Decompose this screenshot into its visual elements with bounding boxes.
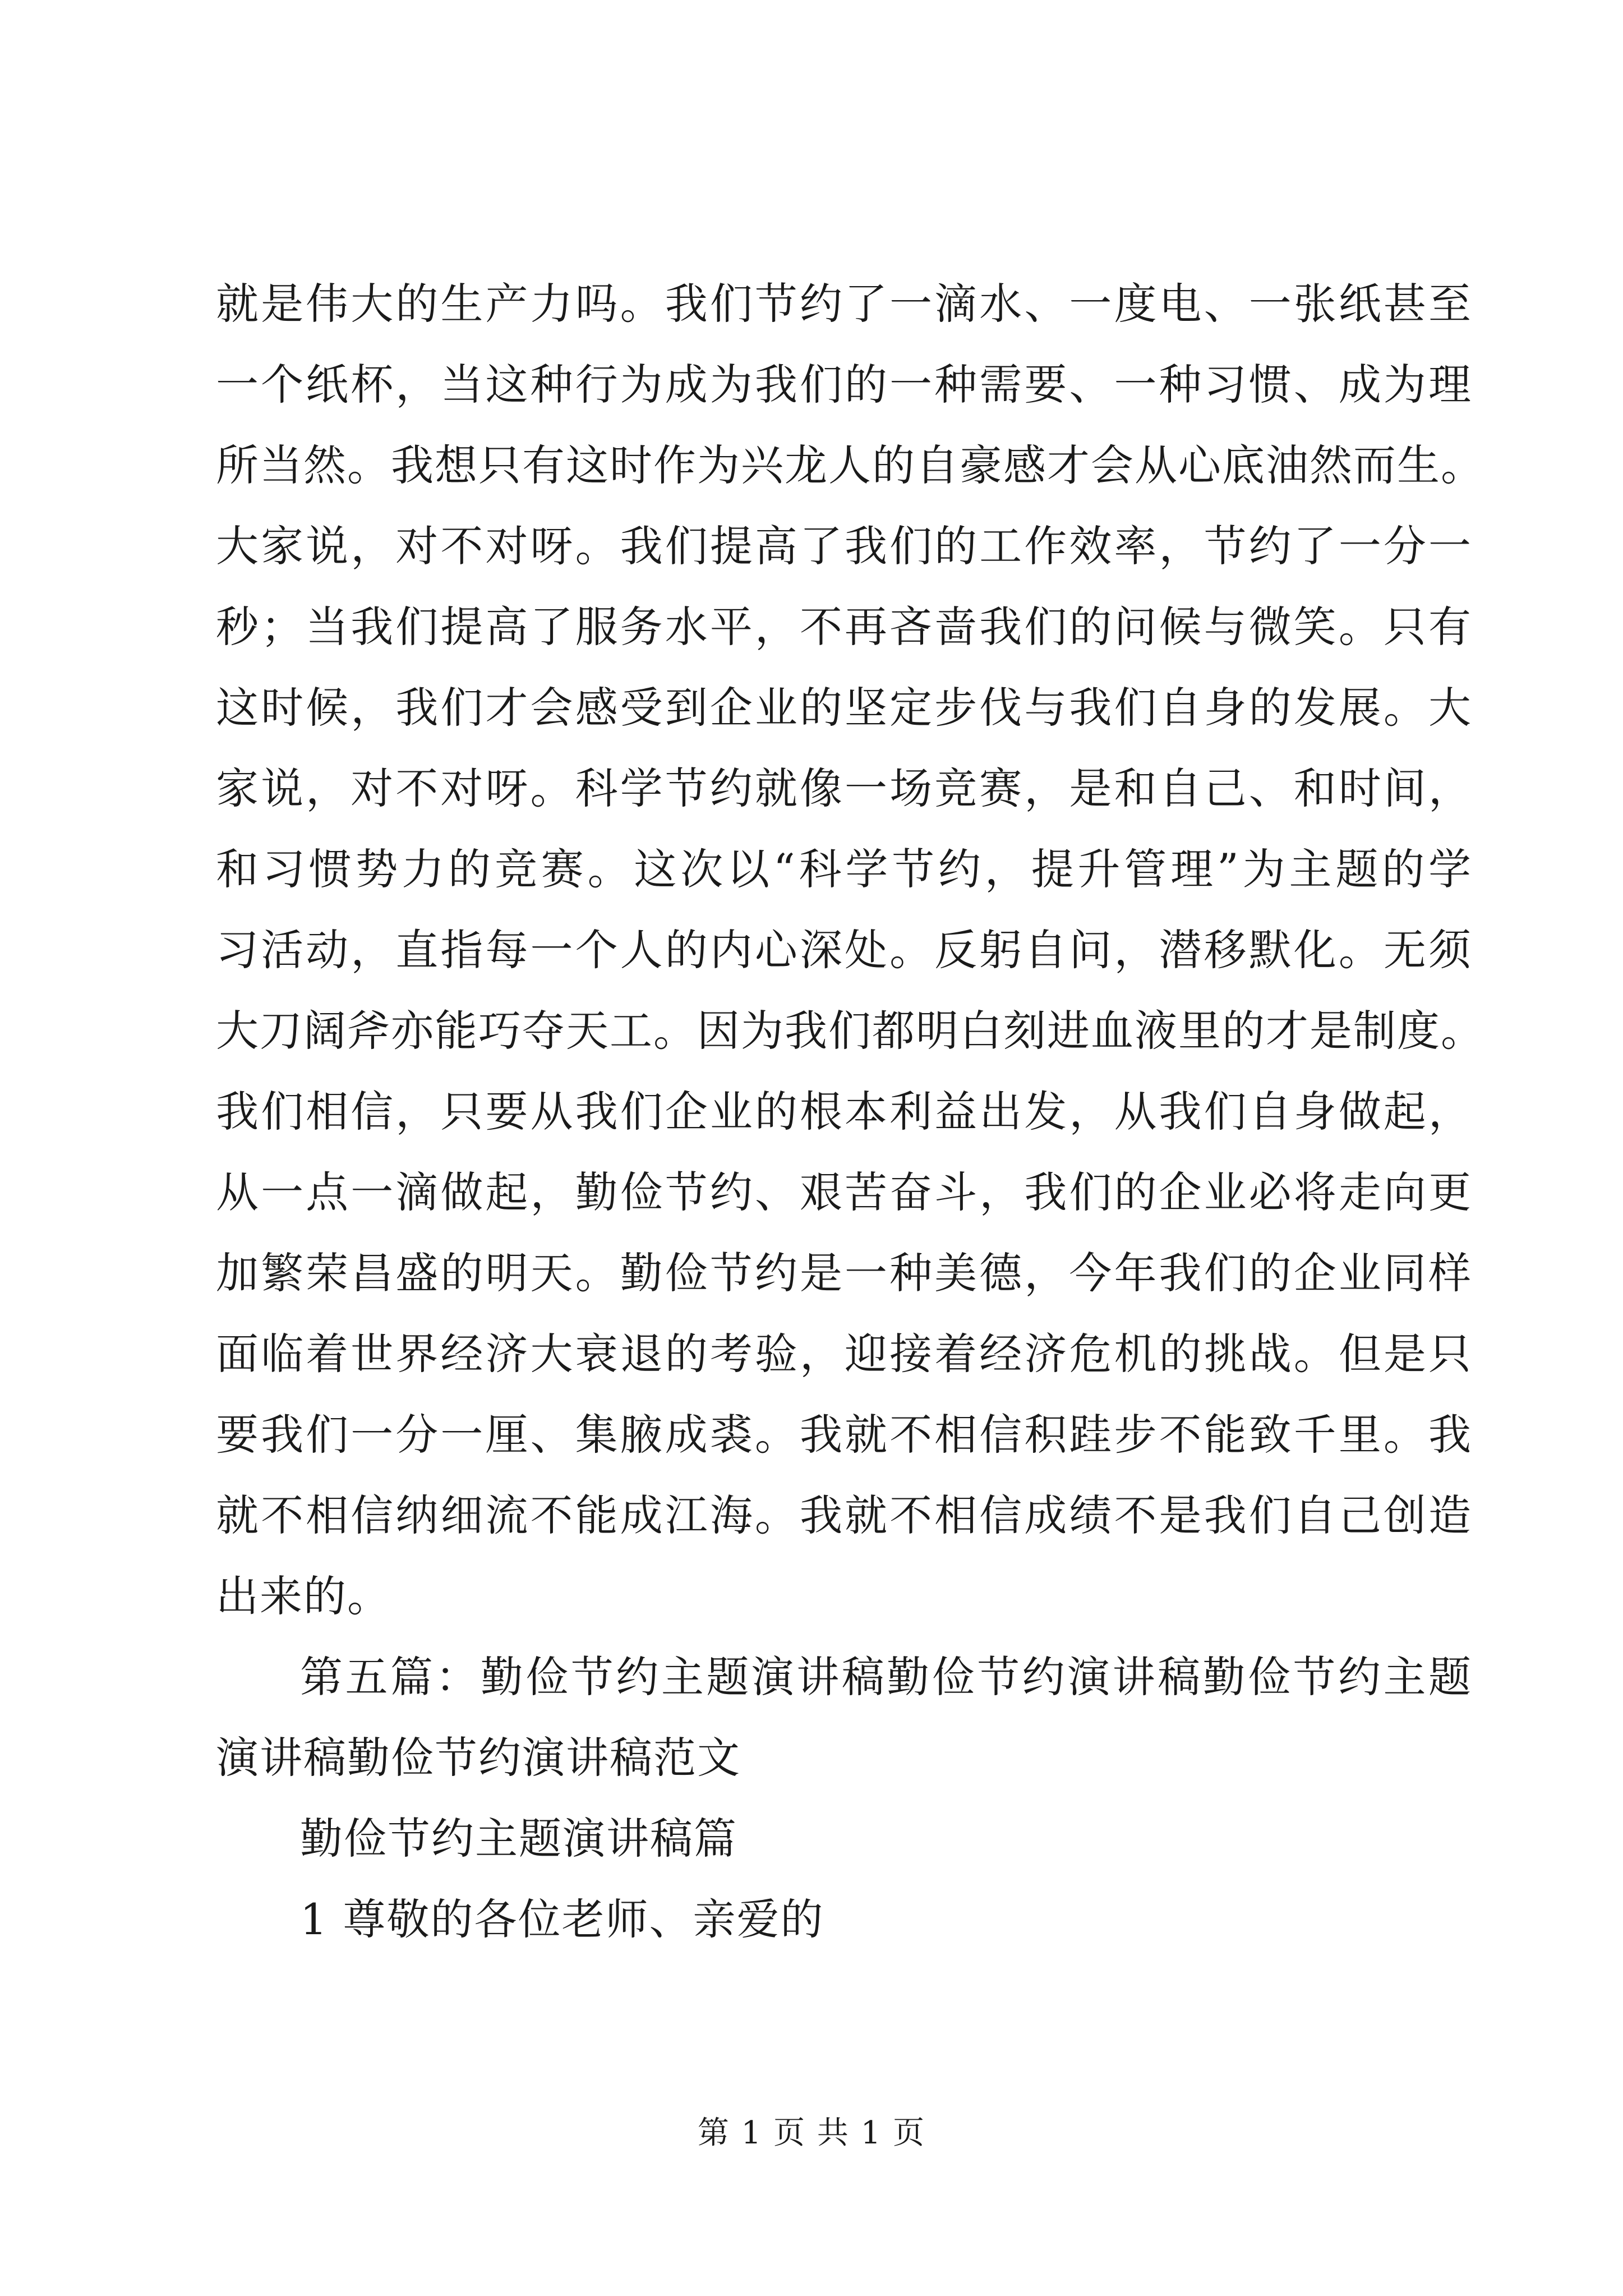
paragraph-line: 习活动，直指每一个人的内心深处。反躬自问，潜移默化。无须	[216, 925, 1472, 975]
paragraph-line: 要我们一分一厘、集腋成裘。我就不相信积跬步不能致千里。我	[216, 1410, 1472, 1460]
paragraph-line: 这时候，我们才会感受到企业的坚定步伐与我们自身的发展。大	[216, 683, 1472, 733]
paragraph-line: 所当然。我想只有这时作为兴龙人的自豪感才会从心底油然而生。	[216, 440, 1484, 490]
paragraph-line: 就是伟大的生产力吗。我们节约了一滴水、一度电、一张纸甚至	[216, 279, 1472, 329]
section-heading-line-1: 第五篇：勤俭节约主题演讲稿勤俭节约演讲稿勤俭节约主题	[300, 1652, 1472, 1702]
opening-line: 1 尊敬的各位老师、亲爱的	[300, 1894, 824, 1944]
paragraph-line: 面临着世界经济大衰退的考验，迎接着经济危机的挑战。但是只	[216, 1329, 1472, 1379]
paragraph-line: 一个纸杯，当这种行为成为我们的一种需要、一种习惯、成为理	[216, 360, 1472, 409]
subheading: 勤俭节约主题演讲稿篇	[300, 1814, 737, 1864]
paragraph-line: 大刀阔斧亦能巧夺天工。因为我们都明白刻进血液里的才是制度。	[216, 1006, 1484, 1056]
paragraph-line: 大家说，对不对呀。我们提高了我们的工作效率，节约了一分一	[216, 521, 1472, 571]
paragraph-line: 秒；当我们提高了服务水平，不再吝啬我们的问候与微笑。只有	[216, 602, 1472, 652]
paragraph-line: 就不相信纳细流不能成江海。我就不相信成绩不是我们自己创造	[216, 1490, 1472, 1540]
document-body	[216, 264, 1484, 1960]
page-footer: 第 1 页 共 1 页	[697, 2115, 926, 2151]
paragraph-line: 和习惯势力的竞赛。这次以“科学节约，提升管理”为主题的学	[216, 844, 1472, 894]
paragraph-line: 家说，对不对呀。科学节约就像一场竞赛，是和自己、和时间，	[216, 763, 1472, 813]
section-heading-line-2: 演讲稿勤俭节约演讲稿范文	[216, 1733, 741, 1783]
paragraph-line: 从一点一滴做起，勤俭节约、艰苦奋斗，我们的企业必将走向更	[216, 1167, 1472, 1217]
paragraph-line: 出来的。	[216, 1571, 391, 1621]
paragraph-line: 我们相信，只要从我们企业的根本利益出发，从我们自身做起，	[216, 1087, 1472, 1137]
paragraph-line: 加繁荣昌盛的明天。勤俭节约是一种美德，今年我们的企业同样	[216, 1248, 1472, 1298]
